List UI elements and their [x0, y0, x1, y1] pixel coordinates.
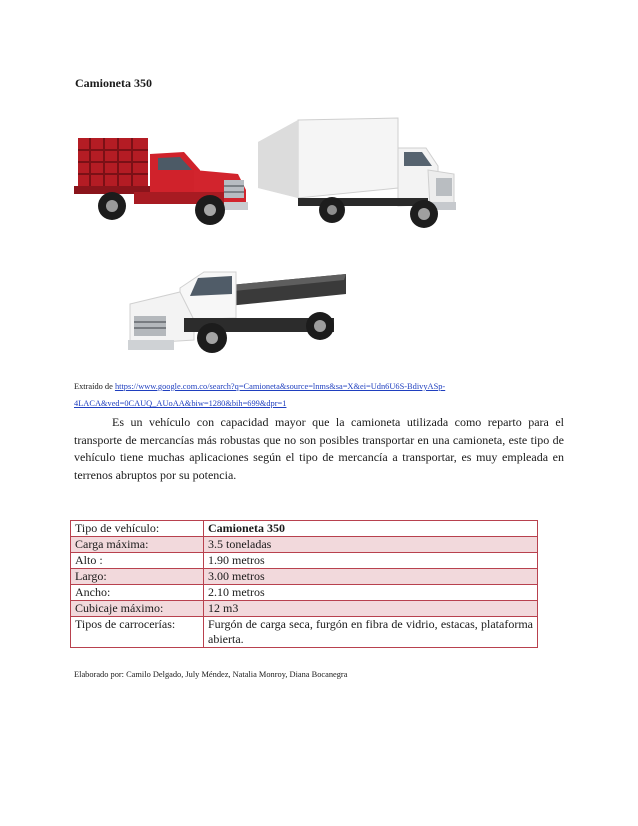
table-row [71, 601, 538, 617]
table-row [71, 537, 538, 553]
table-row [71, 617, 538, 648]
specifications-table [70, 520, 538, 648]
table-row [71, 553, 538, 569]
source-link-continuation[interactable]: 4LACA&ved=0CAUQ_AUoAA&biw=1280&bih=699&dpr=1 [74, 399, 287, 408]
spec-value: Furgón de carga seca, furgón en fibra de vidrio, estacas, plataforma abierta. [204, 617, 538, 648]
table-row [71, 569, 538, 585]
white-box-truck-image [258, 114, 456, 232]
spec-value: Camioneta 350 [204, 521, 538, 537]
spec-label: Alto : [71, 553, 204, 569]
source-prefix: Extraído de [74, 382, 115, 391]
authors-credit: Elaborado por: Camilo Delgado, July Méndez, Natalia Monroy, Diana Bocanegra [74, 670, 348, 679]
table-row [71, 521, 538, 537]
white-flatbed-truck-image [124, 258, 346, 360]
spec-label: Tipo de vehículo: [71, 521, 204, 537]
spec-value: 12 m3 [204, 601, 538, 617]
spec-label: Cubicaje máximo: [71, 601, 204, 617]
image-source-citation [74, 378, 474, 412]
spec-label: Ancho: [71, 585, 204, 601]
source-link[interactable]: https://www.google.com.co/search?q=Camioneta&source=lnms&sa=X&ei=Udn6U6S-BdivyASp- [114, 382, 446, 391]
spec-value: 2.10 metros [204, 585, 538, 601]
red-stake-truck-image [74, 130, 250, 230]
page-title: Camioneta 350 [75, 76, 152, 90]
spec-value: 3.5 toneladas [204, 537, 538, 553]
spec-label: Tipos de carrocerías: [71, 617, 204, 648]
vehicle-description: Es un vehículo con capacidad mayor que la camioneta utilizada como reparto para el transporte de mercancías más robustas que no son posibles transportar en una camioneta, este tipo de vehículo tiene muchas aplicaciones según el tipo de mercancía a transportar, es muy empleada en terrenos abruptos por su potencia. [74, 415, 564, 482]
spec-label: Largo: [71, 569, 204, 585]
spec-value: 1.90 metros [204, 553, 538, 569]
spec-label: Carga máxima: [71, 537, 204, 553]
table-row [71, 585, 538, 601]
spec-value: 3.00 metros [204, 569, 538, 585]
